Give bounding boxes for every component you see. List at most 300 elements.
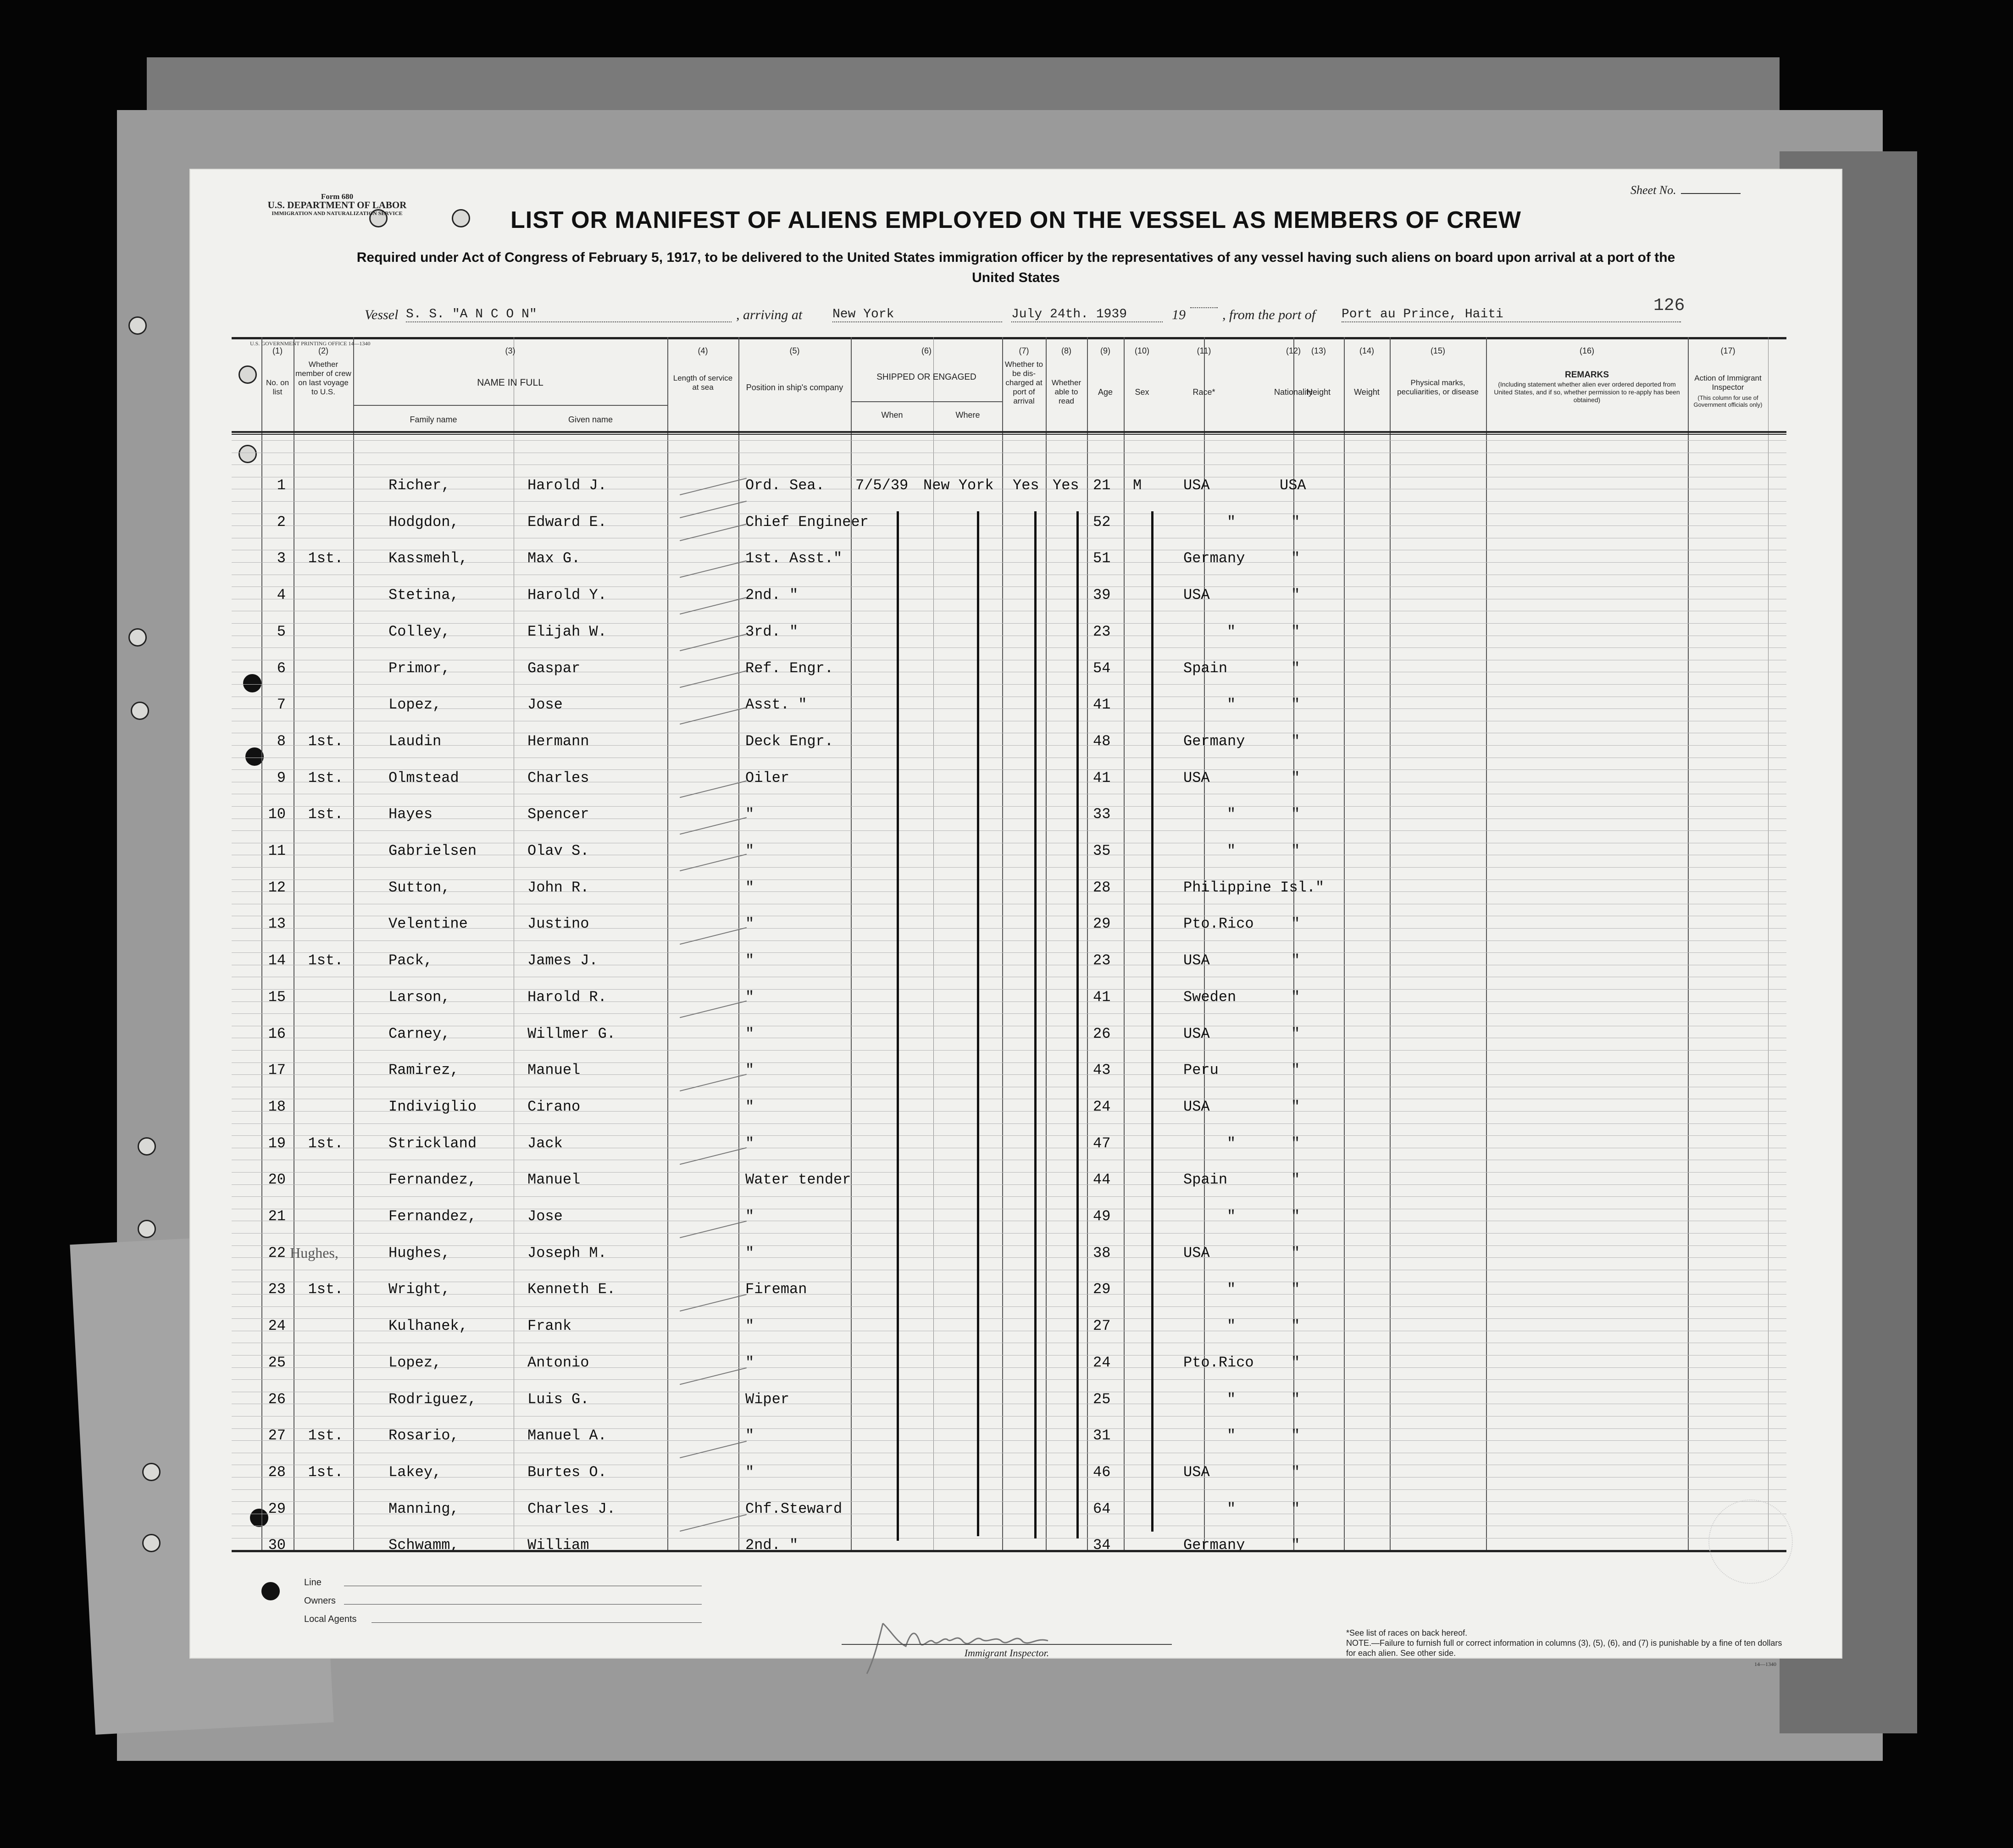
table-bottom-rule xyxy=(232,1550,1786,1552)
manifest-sheet xyxy=(190,170,1841,1667)
page-stamp-number: 126 xyxy=(1653,296,1685,315)
row-number: 29 xyxy=(268,1500,286,1517)
row-position: " xyxy=(745,1025,754,1042)
row-position: Oiler xyxy=(745,769,790,786)
row-race: USA xyxy=(1183,586,1210,603)
row-position: 3rd. " xyxy=(745,623,799,640)
row-family-name: Velentine xyxy=(388,915,468,932)
row-age: 41 xyxy=(1093,769,1111,786)
row-given-name: Harold J. xyxy=(527,477,607,494)
header-bottom-rule xyxy=(232,434,1786,435)
row-family-name: Rodriguez, xyxy=(388,1391,477,1408)
row-race: Philippine Isl." xyxy=(1183,879,1325,896)
row-number: 5 xyxy=(277,623,286,640)
row-race: " xyxy=(1227,1208,1236,1225)
table-row xyxy=(190,1345,1745,1382)
header-sex: Sex xyxy=(1135,387,1149,397)
row-family-name: Olmstead xyxy=(388,769,459,786)
ditto-line-read xyxy=(1076,511,1079,1538)
row-nationality: " xyxy=(1291,733,1300,750)
vessel-name: S. S. "A N C O N" xyxy=(406,307,732,322)
footnote-races: *See list of races on back hereof. xyxy=(1346,1628,1468,1638)
row-race: Pto.Rico xyxy=(1183,1354,1254,1371)
row-race: " xyxy=(1227,1135,1236,1152)
table-row xyxy=(190,1235,1745,1272)
header-position: Position in ship's company xyxy=(746,383,843,392)
row-number: 2 xyxy=(277,514,286,531)
inspector-label: Immigrant Inspector. xyxy=(964,1647,1049,1659)
row-given-name: William xyxy=(527,1537,589,1554)
year-label: 19 xyxy=(1172,307,1186,322)
row-age: 52 xyxy=(1093,514,1111,531)
row-nationality: " xyxy=(1291,586,1300,603)
punch-hole xyxy=(138,1137,156,1156)
row-number: 19 xyxy=(268,1135,286,1152)
punch-hole xyxy=(142,1463,161,1481)
row-family-name: Rosario, xyxy=(388,1427,459,1444)
row-sex: M xyxy=(1133,477,1142,494)
table-row xyxy=(190,577,1745,614)
row-age: 27 xyxy=(1093,1317,1111,1334)
row-nationality: " xyxy=(1291,1391,1300,1408)
table-row xyxy=(190,1162,1745,1199)
table-row xyxy=(190,724,1745,760)
row-number: 6 xyxy=(277,660,286,677)
row-family-name: Colley, xyxy=(388,623,450,640)
row-last-voyage: 1st. xyxy=(308,1427,344,1444)
header-discharged: Whether to be dis-charged at port of arrival xyxy=(1004,360,1043,405)
row-nationality: " xyxy=(1291,1245,1300,1262)
row-given-name: Luis G. xyxy=(527,1391,589,1408)
row-nationality: " xyxy=(1291,1062,1300,1079)
header-action-note: (This column for use of Government officials only) xyxy=(1693,394,1763,408)
row-position: " xyxy=(745,1317,754,1334)
inspector-signature-line xyxy=(842,1644,1172,1645)
punch-hole xyxy=(238,445,257,463)
row-given-name: Jose xyxy=(527,1208,563,1225)
row-nationality: " xyxy=(1291,660,1300,677)
row-age: 41 xyxy=(1093,989,1111,1006)
row-race: USA xyxy=(1183,477,1210,494)
row-age: 23 xyxy=(1093,952,1111,969)
footnote xyxy=(1346,1628,1786,1658)
table-row xyxy=(190,541,1745,577)
row-last-voyage: 1st. xyxy=(308,1281,344,1298)
row-nationality: " xyxy=(1291,1281,1300,1298)
row-age: 29 xyxy=(1093,915,1111,932)
column-number: (7) xyxy=(1019,346,1029,355)
column-number: (15) xyxy=(1430,346,1445,355)
table-row xyxy=(190,687,1745,724)
row-family-name: Kassmehl, xyxy=(388,550,468,567)
row-given-name: Max G. xyxy=(527,550,581,567)
table-row xyxy=(190,1491,1745,1528)
row-position: Asst. " xyxy=(745,696,807,713)
header-shipped: SHIPPED OR ENGAGED xyxy=(876,372,976,382)
ruled-line xyxy=(232,440,1786,441)
row-given-name: James J. xyxy=(527,952,598,969)
row-last-voyage: 1st. xyxy=(308,550,344,567)
row-race: " xyxy=(1227,1391,1236,1408)
row-position: " xyxy=(745,842,754,859)
table-row xyxy=(190,651,1745,687)
agency-name: U.S. DEPARTMENT OF LABOR xyxy=(267,199,407,210)
header-bottom-rule xyxy=(232,431,1786,433)
table-row xyxy=(190,906,1745,943)
punch-hole xyxy=(142,1534,161,1552)
row-given-name: Gaspar xyxy=(527,660,581,677)
row-number: 17 xyxy=(268,1062,286,1079)
row-position: " xyxy=(745,1464,754,1481)
departure-port: Port au Prince, Haiti xyxy=(1342,307,1681,322)
row-position: " xyxy=(745,1208,754,1225)
arriving-label: , arriving at xyxy=(736,307,803,322)
row-number: 14 xyxy=(268,952,286,969)
row-race: USA xyxy=(1183,1245,1210,1262)
local-agents-label: Local Agents xyxy=(304,1614,357,1624)
row-position: " xyxy=(745,915,754,932)
row-age: 24 xyxy=(1093,1098,1111,1115)
row-nationality: " xyxy=(1291,550,1300,567)
row-position: " xyxy=(745,879,754,896)
row-given-name: Harold R. xyxy=(527,989,607,1006)
row-family-name: Sutton, xyxy=(388,879,450,896)
arrival-date: July 24th. 1939 xyxy=(1011,307,1163,322)
row-last-voyage: Hughes, xyxy=(290,1245,338,1261)
row-age: 21 xyxy=(1093,477,1111,494)
header-name-in-full: NAME IN FULL xyxy=(477,377,543,388)
table-row xyxy=(190,833,1745,870)
header-nationality: Nationality xyxy=(1274,387,1313,397)
row-family-name: Hayes xyxy=(388,806,433,823)
line-label: Line xyxy=(304,1577,322,1588)
header-length-of-service: Length of service at sea xyxy=(673,374,733,392)
row-age: 41 xyxy=(1093,696,1111,713)
row-race: " xyxy=(1227,1500,1236,1517)
column-number: (1) xyxy=(272,346,283,355)
row-race: Spain xyxy=(1183,660,1228,677)
row-number: 28 xyxy=(268,1464,286,1481)
column-number: (13) xyxy=(1311,346,1326,355)
row-age: 24 xyxy=(1093,1354,1111,1371)
table-row xyxy=(190,1308,1745,1345)
column-number: (4) xyxy=(698,346,708,355)
inspector-signature xyxy=(865,1614,1066,1678)
row-number: 15 xyxy=(268,989,286,1006)
service-name: IMMIGRATION AND NATURALIZATION SERVICE xyxy=(272,210,403,216)
row-race: USA xyxy=(1183,769,1210,786)
sheet-number xyxy=(1630,183,1741,197)
header-remarks: REMARKS xyxy=(1564,370,1609,380)
row-position: 2nd. " xyxy=(745,586,799,603)
row-number: 23 xyxy=(268,1281,286,1298)
row-position: Chf.Steward xyxy=(745,1500,843,1517)
row-number: 4 xyxy=(277,586,286,603)
row-shipped-when: 7/5/39 xyxy=(855,477,909,494)
row-race: Spain xyxy=(1183,1171,1228,1188)
row-family-name: Laudin xyxy=(388,733,442,750)
row-nationality: " xyxy=(1291,1354,1300,1371)
row-race: " xyxy=(1227,806,1236,823)
row-position: Ord. Sea. xyxy=(745,477,825,494)
row-shipped-where: New York xyxy=(923,477,994,494)
row-last-voyage: 1st. xyxy=(308,733,344,750)
row-age: 51 xyxy=(1093,550,1111,567)
row-race: " xyxy=(1227,696,1236,713)
row-race: " xyxy=(1227,1281,1236,1298)
row-nationality: USA xyxy=(1280,477,1306,494)
row-age: 54 xyxy=(1093,660,1111,677)
row-number: 18 xyxy=(268,1098,286,1115)
row-race: Germany xyxy=(1183,1537,1245,1554)
row-position: Ref. Engr. xyxy=(745,660,834,677)
row-number: 20 xyxy=(268,1171,286,1188)
row-able-to-read: Yes xyxy=(1053,477,1079,494)
row-position: " xyxy=(745,1135,754,1152)
row-family-name: Ramirez, xyxy=(388,1062,459,1079)
row-family-name: Indiviglio xyxy=(388,1098,477,1115)
sheet-number-label: Sheet No. xyxy=(1630,183,1676,197)
row-age: 47 xyxy=(1093,1135,1111,1152)
row-family-name: Schwamm, xyxy=(388,1537,459,1554)
row-age: 38 xyxy=(1093,1245,1111,1262)
row-position: " xyxy=(745,1427,754,1444)
row-age: 26 xyxy=(1093,1025,1111,1042)
row-number: 30 xyxy=(268,1537,286,1554)
row-number: 22 xyxy=(268,1245,286,1262)
row-number: 21 xyxy=(268,1208,286,1225)
row-nationality: " xyxy=(1291,989,1300,1006)
punch-hole xyxy=(138,1220,156,1238)
sheet-number-blank xyxy=(1681,184,1741,194)
row-nationality: " xyxy=(1291,514,1300,531)
column-number: (8) xyxy=(1061,346,1071,355)
row-family-name: Fernandez, xyxy=(388,1171,477,1188)
punch-hole xyxy=(128,628,147,647)
vessel-label: Vessel xyxy=(365,307,399,322)
name-header-rule xyxy=(353,405,667,406)
table-row xyxy=(190,979,1745,1016)
row-number: 8 xyxy=(277,733,286,750)
row-family-name: Primor, xyxy=(388,660,450,677)
row-given-name: John R. xyxy=(527,879,589,896)
row-given-name: Kenneth E. xyxy=(527,1281,616,1298)
punch-hole xyxy=(128,316,147,335)
header-last-voyage: Whether member of crew on last voyage to U.S. xyxy=(295,360,351,396)
header-weight: Weight xyxy=(1354,387,1380,397)
row-family-name: Hodgdon, xyxy=(388,514,459,531)
row-given-name: Olav S. xyxy=(527,842,589,859)
form-number: Form 680 xyxy=(321,192,354,201)
row-nationality: " xyxy=(1291,915,1300,932)
row-race: USA xyxy=(1183,952,1210,969)
row-number: 24 xyxy=(268,1317,286,1334)
row-number: 3 xyxy=(277,550,286,567)
row-position: Chief Engineer xyxy=(745,514,869,531)
column-number: (11) xyxy=(1197,346,1211,355)
table-row xyxy=(190,1418,1745,1455)
ditto-line-discharged xyxy=(1034,511,1037,1538)
row-given-name: Manuel A. xyxy=(527,1427,607,1444)
table-row xyxy=(190,1199,1745,1235)
row-age: 46 xyxy=(1093,1464,1111,1481)
row-position: " xyxy=(745,952,754,969)
row-age: 64 xyxy=(1093,1500,1111,1517)
punch-hole xyxy=(131,702,149,720)
punch-hole xyxy=(238,365,257,384)
header-able-to-read: Whether able to read xyxy=(1051,378,1081,405)
row-family-name: Hughes, xyxy=(388,1245,450,1262)
row-nationality: " xyxy=(1291,1025,1300,1042)
row-nationality: " xyxy=(1291,952,1300,969)
table-row xyxy=(190,1455,1745,1491)
row-given-name: Manuel xyxy=(527,1171,581,1188)
row-race: " xyxy=(1227,514,1236,531)
table-row xyxy=(190,504,1745,541)
row-family-name: Fernandez, xyxy=(388,1208,477,1225)
column-number: (5) xyxy=(789,346,800,355)
table-row xyxy=(190,1527,1745,1564)
row-number: 27 xyxy=(268,1427,286,1444)
row-nationality: " xyxy=(1291,696,1300,713)
port-label: , from the port of xyxy=(1222,307,1316,322)
row-race: Peru xyxy=(1183,1062,1219,1079)
row-given-name: Antonio xyxy=(527,1354,589,1371)
table-row xyxy=(190,468,1745,504)
row-age: 31 xyxy=(1093,1427,1111,1444)
row-position: 1st. Asst." xyxy=(745,550,843,567)
row-discharged: Yes xyxy=(1013,477,1039,494)
row-position: Water tender xyxy=(745,1171,851,1188)
header-given-name: Given name xyxy=(568,415,613,424)
row-number: 13 xyxy=(268,915,286,932)
row-age: 34 xyxy=(1093,1537,1111,1554)
footnote-penalty: NOTE.—Failure to furnish full or correct information in columns (3), (5), (6), and (7) is punishable by a fine of ten dollars for each alien. See other side. xyxy=(1346,1638,1782,1658)
page-subtitle: Required under Act of Congress of February 5, 1917, to be delivered to the United States immigration officer by the representatives of any vessel having such aliens on board upon arrival at a port of the United States xyxy=(356,250,1675,285)
row-position: " xyxy=(745,1098,754,1115)
row-given-name: Manuel xyxy=(527,1062,581,1079)
row-position: " xyxy=(745,806,754,823)
row-race: Germany xyxy=(1183,550,1245,567)
row-age: 23 xyxy=(1093,623,1111,640)
row-age: 29 xyxy=(1093,1281,1111,1298)
table-row xyxy=(190,1272,1745,1308)
table-row xyxy=(190,943,1745,979)
header-where: Where xyxy=(955,410,980,420)
row-given-name: Charles xyxy=(527,769,589,786)
row-race: " xyxy=(1227,1317,1236,1334)
row-position: 2nd. " xyxy=(745,1537,799,1554)
table-row xyxy=(190,797,1745,833)
row-given-name: Spencer xyxy=(527,806,589,823)
row-position: Deck Engr. xyxy=(745,733,834,750)
row-last-voyage: 1st. xyxy=(308,806,344,823)
header-no-on-list: No. on list xyxy=(266,378,289,396)
table-row xyxy=(190,1052,1745,1089)
row-race: USA xyxy=(1183,1098,1210,1115)
row-nationality: " xyxy=(1291,1171,1300,1188)
row-family-name: Lakey, xyxy=(388,1464,442,1481)
row-family-name: Wright, xyxy=(388,1281,450,1298)
row-given-name: Justino xyxy=(527,915,589,932)
row-family-name: Lopez, xyxy=(388,1354,442,1371)
row-given-name: Hermann xyxy=(527,733,589,750)
row-position: " xyxy=(745,1062,754,1079)
row-family-name: Pack, xyxy=(388,952,433,969)
row-given-name: Jack xyxy=(527,1135,563,1152)
row-family-name: Richer, xyxy=(388,477,450,494)
page-title: LIST OR MANIFEST OF ALIENS EMPLOYED ON THE VESSEL AS MEMBERS OF CREW xyxy=(510,207,1521,233)
row-race: Pto.Rico xyxy=(1183,915,1254,932)
row-nationality: " xyxy=(1291,1500,1300,1517)
row-last-voyage: 1st. xyxy=(308,952,344,969)
shipped-header-rule xyxy=(851,401,1002,402)
arrival-port: New York xyxy=(832,307,1002,322)
row-given-name: Burtes O. xyxy=(527,1464,607,1481)
row-number: 16 xyxy=(268,1025,286,1042)
row-given-name: Harold Y. xyxy=(527,586,607,603)
header-height: Height xyxy=(1306,387,1331,397)
row-number: 11 xyxy=(268,842,286,859)
row-number: 12 xyxy=(268,879,286,896)
header-remarks-note: (Including statement whether alien ever ordered deported from United States, and if so, whether permission to re-apply has been obtained) xyxy=(1494,381,1680,404)
row-number: 7 xyxy=(277,696,286,713)
row-number: 10 xyxy=(268,806,286,823)
row-family-name: Kulhanek, xyxy=(388,1317,468,1334)
row-age: 25 xyxy=(1093,1391,1111,1408)
table-row xyxy=(190,1382,1745,1418)
row-number: 25 xyxy=(268,1354,286,1371)
row-nationality: " xyxy=(1291,842,1300,859)
column-number: (2) xyxy=(318,346,328,355)
row-nationality: " xyxy=(1291,1537,1300,1554)
table-row xyxy=(190,1089,1745,1126)
column-number: (16) xyxy=(1579,346,1594,355)
row-nationality: " xyxy=(1291,806,1300,823)
table-top-rule xyxy=(232,337,1786,339)
row-number: 1 xyxy=(277,477,286,494)
row-position: Fireman xyxy=(745,1281,807,1298)
row-given-name: Jose xyxy=(527,696,563,713)
row-nationality: " xyxy=(1291,623,1300,640)
row-family-name: Larson, xyxy=(388,989,450,1006)
row-family-name: Stetina, xyxy=(388,586,459,603)
header-race: Race* xyxy=(1192,387,1215,397)
row-nationality: " xyxy=(1291,1098,1300,1115)
row-race: USA xyxy=(1183,1025,1210,1042)
punch-hole xyxy=(261,1582,280,1600)
row-position: " xyxy=(745,1245,754,1262)
table-row xyxy=(190,614,1745,651)
row-given-name: Joseph M. xyxy=(527,1245,607,1262)
row-age: 44 xyxy=(1093,1171,1111,1188)
row-race: " xyxy=(1227,1427,1236,1444)
row-last-voyage: 1st. xyxy=(308,1464,344,1481)
owners-label: Owners xyxy=(304,1596,336,1606)
row-nationality: " xyxy=(1291,1317,1300,1334)
column-divider xyxy=(1768,337,1769,1550)
local-agents-blank xyxy=(372,1622,702,1623)
column-number: (14) xyxy=(1359,346,1374,355)
row-nationality: " xyxy=(1291,1208,1300,1225)
row-family-name: Lopez, xyxy=(388,696,442,713)
row-last-voyage: 1st. xyxy=(308,769,344,786)
column-number: (10) xyxy=(1134,346,1149,355)
row-race: " xyxy=(1227,842,1236,859)
row-age: 33 xyxy=(1093,806,1111,823)
table-row xyxy=(190,870,1745,907)
row-given-name: Frank xyxy=(527,1317,572,1334)
